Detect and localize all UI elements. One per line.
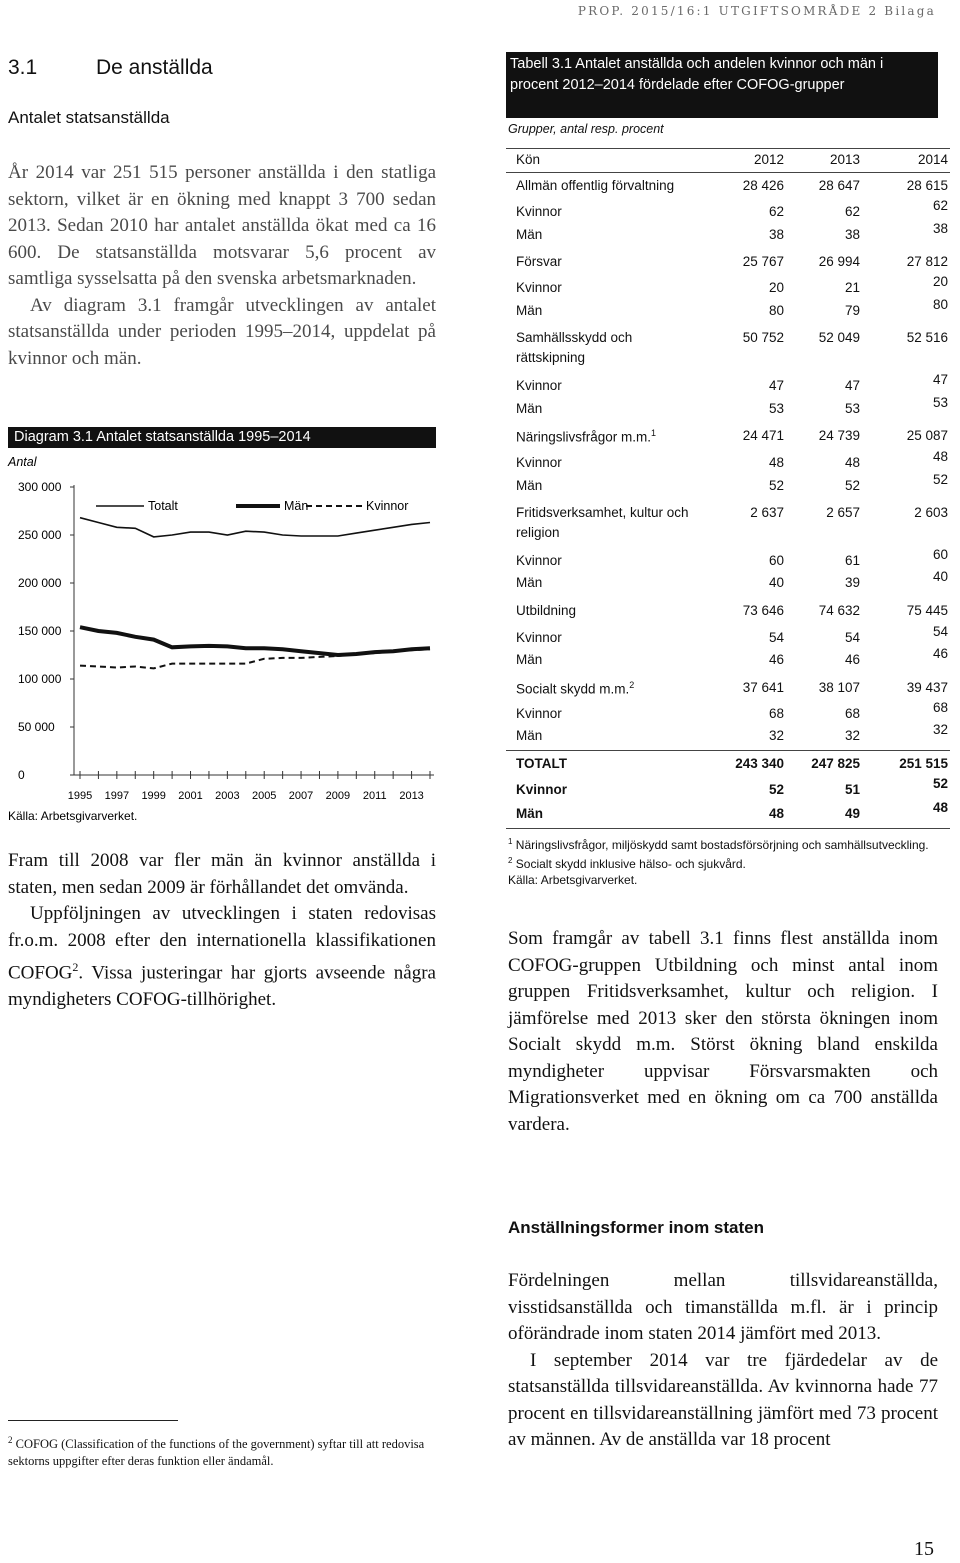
legend-label: Totalt xyxy=(148,499,178,513)
table-cell: 20 xyxy=(768,280,784,295)
paragraph: Fördelningen mellan tillsvidareanställda, visstidsanställda och timanställda m.fl. är i princip oförändrade inom staten 2014 jämfört med 2013. xyxy=(508,1270,938,1344)
table-source: Källa: Arbetsgivarverket. xyxy=(508,873,638,887)
header-cell: Kön xyxy=(516,152,541,167)
table-cell: 52 xyxy=(768,782,784,797)
row-label-continuation: rättskipning xyxy=(516,350,586,365)
note-number: 2 xyxy=(508,856,513,865)
table-cell: 68 xyxy=(932,700,948,715)
table-header-row xyxy=(506,152,950,174)
table-cell: 251 515 xyxy=(899,756,948,771)
row-label: Kvinnor xyxy=(516,553,562,568)
row-label: Kvinnor xyxy=(516,706,562,721)
row-label: Fritidsverksamhet, kultur och xyxy=(516,505,689,520)
table-cell: 62 xyxy=(768,204,784,219)
table-row xyxy=(506,646,950,674)
table-cell: 25 767 xyxy=(742,254,784,269)
x-tick-label: 2011 xyxy=(362,790,387,802)
table-cell: 48 xyxy=(932,800,948,815)
table-row xyxy=(506,800,950,828)
y-axis-label: Antal xyxy=(8,455,37,469)
table-cell: 32 xyxy=(932,722,948,737)
table-cell: 47 xyxy=(844,378,860,393)
paragraph: Fram till 2008 var fler män än kvinnor anställda i staten, men sedan 2009 är förhållandet det omvända. xyxy=(8,850,436,898)
footnote xyxy=(8,1432,438,1470)
table-cell: 24 471 xyxy=(742,428,784,443)
table-cell: 39 xyxy=(844,575,860,590)
table-cell: 52 516 xyxy=(906,330,948,345)
legend-label: Kvinnor xyxy=(366,499,409,513)
table-row xyxy=(506,756,950,778)
table-cell: 21 xyxy=(844,280,860,295)
table-row xyxy=(506,395,950,423)
table-row xyxy=(506,472,950,500)
footnote-ref: 2 xyxy=(629,680,635,690)
table-cell: 74 632 xyxy=(818,603,860,618)
table-cell: 2 657 xyxy=(826,505,860,520)
note-text: Socialt skydd inklusive hälso- och sjukvård. xyxy=(512,857,746,871)
table-cell: 49 xyxy=(844,806,860,821)
table-notes xyxy=(508,834,938,888)
table-row xyxy=(506,372,950,400)
chart-title: Diagram 3.1 Antalet statsanställda 1995–2014 xyxy=(14,429,311,445)
x-tick-label: 1997 xyxy=(104,790,130,802)
table-row xyxy=(506,428,950,450)
table-cell: 51 xyxy=(844,782,860,797)
table-cell: 25 087 xyxy=(906,428,948,443)
table-cell: 48 xyxy=(844,455,860,470)
series-line-totalt xyxy=(80,518,430,537)
body-text-right-2 xyxy=(508,1268,938,1454)
paragraph: År 2014 var 251 515 personer anställda i den statliga sektorn, vilket är en ökning med knappt 3 700 sedan 2013. Sedan 2010 har antalet anställda ökat med ca 16 600. De statsanställda motsvarar 5,6 procent av samtliga sysselsatta på den svenska arbetsmarknaden. xyxy=(8,162,436,289)
table-cell: 2 637 xyxy=(750,505,784,520)
row-label: Män xyxy=(516,728,543,743)
row-label: Försvar xyxy=(516,254,562,269)
row-label: Kvinnor xyxy=(516,782,568,797)
table-cell: 37 641 xyxy=(742,680,784,695)
table-subtitle: Grupper, antal resp. procent xyxy=(508,122,664,136)
table-row xyxy=(506,569,950,597)
table-cell: 46 xyxy=(844,652,860,667)
table-cell: 46 xyxy=(768,652,784,667)
table-cell: 53 xyxy=(932,395,948,410)
paragraph-text: Uppföljningen av utvecklingen i staten redovisas fr.o.m. 2008 efter den internationella klassifikationen COFOG xyxy=(8,903,436,984)
table-cell: 28 426 xyxy=(742,178,784,193)
series-line-män xyxy=(80,627,430,655)
row-label: Män xyxy=(516,401,543,416)
table-cell: 80 xyxy=(768,303,784,318)
note-text: Näringslivsfrågor, miljöskydd samt bostadsförsörjning och samhällsutveckling. xyxy=(512,838,929,852)
table-cell: 50 752 xyxy=(742,330,784,345)
y-tick-label: 250 000 xyxy=(18,528,62,542)
table-cell: 27 812 xyxy=(906,254,948,269)
table-cell: 47 xyxy=(768,378,784,393)
table-row xyxy=(506,297,950,325)
body-text-left xyxy=(8,848,436,1013)
table-cell: 38 xyxy=(844,227,860,242)
x-tick-label: 2005 xyxy=(251,790,277,802)
body-text-right xyxy=(508,926,938,1138)
table-row xyxy=(506,722,950,750)
table-cell: 26 994 xyxy=(818,254,860,269)
subsection-title: Antalet statsanställda xyxy=(8,108,170,127)
table-row xyxy=(506,624,950,652)
row-label: Män xyxy=(516,652,543,667)
section-number: 3.1 xyxy=(8,56,38,79)
table-row xyxy=(506,274,950,302)
table-cell: 54 xyxy=(768,630,784,645)
table-cell: 80 xyxy=(932,297,948,312)
table-row xyxy=(506,221,950,249)
row-label: Samhällsskydd och xyxy=(516,330,633,345)
table-cell: 73 646 xyxy=(742,603,784,618)
figure-caption-bar xyxy=(8,427,436,448)
section-heading: Anställningsformer inom staten xyxy=(508,1218,764,1237)
running-head: PROP. 2015/16:1 UTGIFTSOMRÅDE 2 Bilaga xyxy=(577,4,936,18)
table-cell: 48 xyxy=(768,806,784,821)
table-cell: 47 xyxy=(932,372,948,387)
row-label: TOTALT xyxy=(516,756,567,771)
table-rule xyxy=(506,148,950,149)
y-tick-label: 100 000 xyxy=(18,672,62,686)
table-cell: 46 xyxy=(932,646,948,661)
table-cell: 79 xyxy=(844,303,860,318)
table-rule xyxy=(506,172,950,173)
table-cell: 52 xyxy=(932,776,948,791)
row-label: Män xyxy=(516,227,543,242)
table-cell: 48 xyxy=(768,455,784,470)
table-cell: 247 825 xyxy=(811,756,860,771)
x-tick-label: 2007 xyxy=(288,790,314,802)
table-cell: 53 xyxy=(768,401,784,416)
table-note xyxy=(508,834,938,853)
page-number: 15 xyxy=(914,1538,934,1560)
table-cell: 68 xyxy=(844,706,860,721)
table-row xyxy=(506,776,950,804)
footnote-ref: 2 xyxy=(72,960,79,974)
table-cell: 32 xyxy=(768,728,784,743)
y-tick-label: 300 000 xyxy=(18,480,62,494)
table-cell: 28 615 xyxy=(906,178,948,193)
footnote-text: COFOG (Classification of the functions of the government) syftar till att redovisa sektorns uppgifter efter deras funktion eller ändamål. xyxy=(8,1437,425,1469)
header-cell: 2014 xyxy=(917,152,948,167)
table-cell: 61 xyxy=(844,553,860,568)
y-tick-label: 0 xyxy=(18,768,25,782)
table-cell: 32 xyxy=(844,728,860,743)
footnote-number: 2 xyxy=(8,1435,13,1445)
paragraph xyxy=(8,901,436,1013)
header-cell: 2013 xyxy=(829,152,860,167)
header-cell: 2012 xyxy=(753,152,784,167)
table-cell: 40 xyxy=(932,569,948,584)
intro-text xyxy=(8,160,436,372)
table-cell: 40 xyxy=(768,575,784,590)
row-label: Kvinnor xyxy=(516,204,562,219)
row-label: Kvinnor xyxy=(516,280,562,295)
row-label-continuation: religion xyxy=(516,525,560,540)
x-tick-label: 2003 xyxy=(215,790,240,802)
row-label: Män xyxy=(516,806,543,821)
row-label: Näringslivsfrågor m.m.$^1$ xyxy=(516,428,657,445)
legend-label: Män xyxy=(284,499,309,513)
table-cell: 28 647 xyxy=(818,178,860,193)
table-row xyxy=(506,547,950,575)
footnote-ref: 1 xyxy=(651,428,657,438)
table-cell: 54 xyxy=(844,630,860,645)
chart-source: Källa: Arbetsgivarverket. xyxy=(8,809,138,823)
row-label: Män xyxy=(516,575,543,590)
y-tick-label: 150 000 xyxy=(18,624,62,638)
table-row xyxy=(506,505,950,540)
table-row xyxy=(506,330,950,365)
table-cell: 52 xyxy=(768,478,784,493)
table-cell: 38 107 xyxy=(818,680,860,695)
table-cell: 52 xyxy=(932,472,948,487)
paragraph: I september 2014 var tre fjärdedelar av de statsanställda tillsvidareanställda. Av kvinnorna hade 77 procent en tillsvidareanställning jämfört med 73 procent av männen. Av de anställda var 18 procent xyxy=(508,1349,938,1450)
x-tick-label: 2013 xyxy=(399,790,424,802)
table-cell: 48 xyxy=(932,449,948,464)
table-cell: 39 437 xyxy=(906,680,948,695)
paragraph-text: . Vissa justeringar har gjorts avseende några myndigheters COFOG-tillhörighet. xyxy=(8,962,436,1010)
table-cell: 38 xyxy=(932,221,948,236)
table-note xyxy=(508,853,938,872)
table-cell: 62 xyxy=(844,204,860,219)
row-label: Socialt skydd m.m.$^2$ xyxy=(516,680,635,697)
table-title: Tabell 3.1 Antalet anställda och andelen kvinnor och män i procent 2012–2014 fördelade efter COFOG-grupper xyxy=(510,56,884,93)
row-label: Allmän offentlig förvaltning xyxy=(516,178,675,193)
row-label: Kvinnor xyxy=(516,630,562,645)
table-rule xyxy=(506,828,950,829)
table-row xyxy=(506,178,950,200)
table-cell: 60 xyxy=(932,547,948,562)
table-cell: 75 445 xyxy=(906,603,948,618)
row-label: Kvinnor xyxy=(516,378,562,393)
table-cell: 53 xyxy=(844,401,860,416)
table-cell: 24 739 xyxy=(818,428,860,443)
table-cell: 243 340 xyxy=(735,756,784,771)
table-row xyxy=(506,449,950,477)
x-tick-label: 2001 xyxy=(178,790,203,802)
x-tick-label: 2009 xyxy=(325,790,351,802)
table-cell: 2 603 xyxy=(914,505,948,520)
section-title: De anställda xyxy=(96,56,213,79)
table-cell: 62 xyxy=(932,198,948,213)
table-cell: 68 xyxy=(768,706,784,721)
table-row xyxy=(506,680,950,702)
table-row xyxy=(506,198,950,226)
paragraph: Av diagram 3.1 framgår utvecklingen av antalet statsanställda under perioden 1995–2014, uppdelat på kvinnor och män. xyxy=(8,294,436,369)
row-label: Män xyxy=(516,303,543,318)
paragraph: Som framgår av tabell 3.1 finns flest anställda inom COFOG-gruppen Utbildning och minst antal inom gruppen Fritidsverksamhet, kultur och religion. I jämförelse med 2013 sker den största ökningen inom Socialt skydd m.m. Störst ökning bland enskilda myndigheter uppvisar Försvarsmakten och Migrationsverket med en ökning om ca 700 anställda vardera. xyxy=(508,928,938,1135)
row-label: Män xyxy=(516,478,543,493)
x-tick-label: 1999 xyxy=(141,790,166,802)
table-cell: 54 xyxy=(932,624,948,639)
note-number: 1 xyxy=(508,837,513,846)
table-cell: 60 xyxy=(768,553,784,568)
table-caption-bar xyxy=(506,52,938,118)
footnote-rule xyxy=(8,1420,178,1421)
table-row xyxy=(506,254,950,276)
table-row xyxy=(506,603,950,625)
row-label: Utbildning xyxy=(516,603,577,618)
x-tick-label: 1995 xyxy=(67,790,93,802)
table-rule xyxy=(506,750,950,751)
table-cell: 52 049 xyxy=(818,330,860,345)
table-row xyxy=(506,700,950,728)
table-cell: 52 xyxy=(844,478,860,493)
y-tick-label: 50 000 xyxy=(18,720,55,734)
row-label: Kvinnor xyxy=(516,455,562,470)
table-cell: 38 xyxy=(768,227,784,242)
table-cell: 20 xyxy=(932,274,948,289)
y-tick-label: 200 000 xyxy=(18,576,62,590)
line-chart xyxy=(0,448,440,828)
